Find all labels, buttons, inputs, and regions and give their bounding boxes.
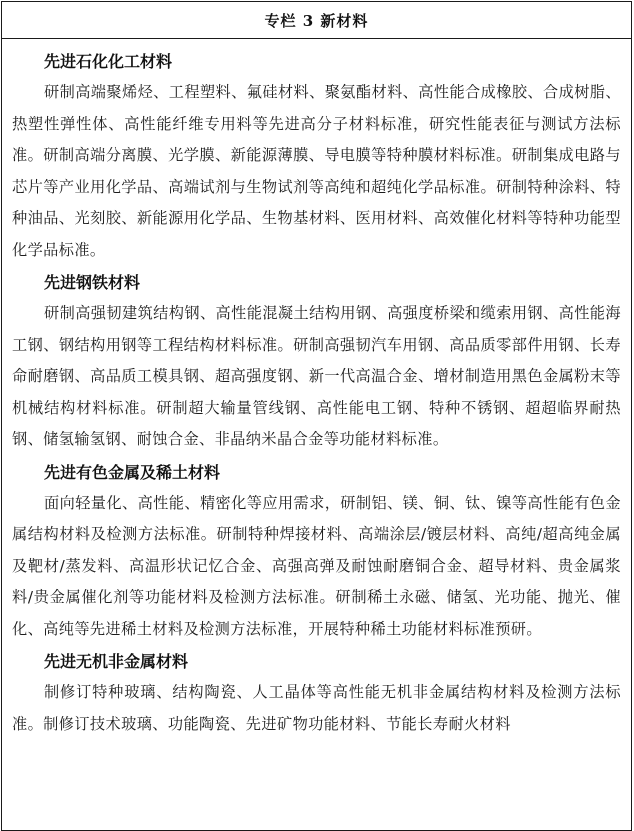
column-box: [1, 1, 632, 831]
section-body-steel: 研制高强韧建筑结构钢、高性能混凝土结构用钢、高强度桥梁和缆索用钢、高性能海工钢、钢结构用钢等工程结构材料标准。研制高强韧汽车用钢、高品质零部件用钢、长寿命耐磨钢、高品质工模具钢、超高强度钢、新一代高温合金、增材制造用黑色金属粉末等机械结构材料标准。研制超大输量管线钢、高性能电工钢、特种不锈钢、超超临界耐热钢、储氢输氢钢、耐蚀合金、非晶纳米晶合金等功能材料标准。: [12, 304, 621, 448]
section-body-petrochemical: 研制高端聚烯烃、工程塑料、氟硅材料、聚氨酯材料、高性能合成橡胶、合成树脂、热塑性弹性体、高性能纤维专用料等先进高分子材料标准，研究性能表征与测试方法标准。研制高端分离膜、光学膜、新能源薄膜、导电膜等特种膜材料标准。研制集成电路与芯片等产业用化学品、高端试剂与生物试剂等高纯和超纯化学品标准。研制特种涂料、特种油品、光刻胶、新能源用化学品、生物基材料、医用材料、高效催化材料等特种功能型化学品标准。: [12, 83, 621, 259]
column-title: 专栏 3 新材料: [264, 11, 369, 30]
section-body-inorganic: 制修订特种玻璃、结构陶瓷、人工晶体等高性能无机非金属结构材料及检测方法标准。制修订技术玻璃、功能陶瓷、先进矿物功能材料、节能长寿耐火材料: [12, 683, 621, 733]
column-header: [2, 2, 631, 39]
column-content: [2, 39, 631, 740]
section-title-nonferrous: 先进有色金属及稀土材料: [44, 462, 221, 482]
section-title-steel: 先进钢铁材料: [44, 273, 141, 292]
section-title-petrochemical: 先进石化化工材料: [44, 52, 173, 71]
section-title-inorganic: 先进无机非金属材料: [44, 652, 189, 671]
section-body-nonferrous: 面向轻量化、高性能、精密化等应用需求，研制铝、镁、铜、钛、镍等高性能有色金属结构材料及检测方法标准。研制特种焊接材料、高端涂层/镀层材料、高纯/超高纯金属及靶材/蒸发料、高温形状记忆合金、高强高弹及耐蚀耐磨铜合金、超导材料、贵金属浆料/贵金属催化剂等功能材料及检测方法标准。研制稀土永磁、储氢、光功能、抛光、催化、高纯等先进稀土材料及检测方法标准，开展特种稀土功能材料标准预研。: [12, 493, 621, 638]
